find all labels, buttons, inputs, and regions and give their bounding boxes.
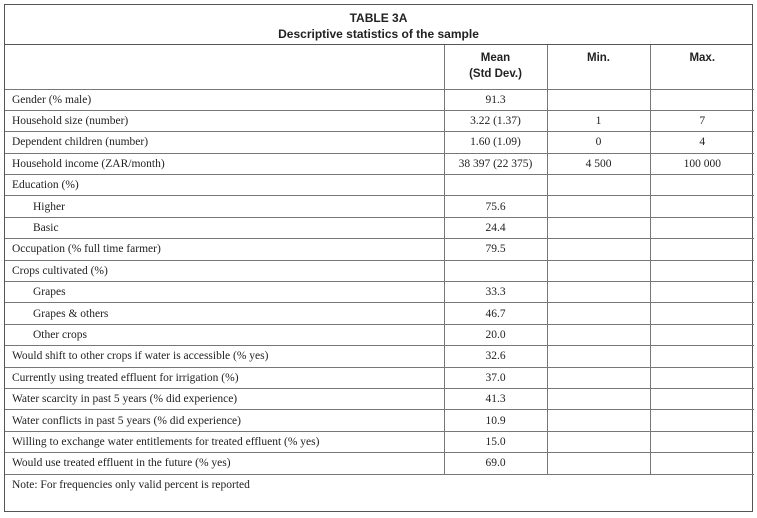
table-title: TABLE 3A bbox=[349, 11, 408, 25]
table-row bbox=[5, 453, 754, 474]
cell-min: 1 bbox=[547, 110, 650, 131]
cell-min bbox=[547, 260, 650, 281]
cell-max: 4 bbox=[650, 132, 754, 153]
cell-min bbox=[547, 239, 650, 260]
row-label: Occupation (% full time farmer) bbox=[5, 239, 444, 260]
cell-mean: 20.0 bbox=[444, 324, 547, 345]
header-row bbox=[5, 45, 754, 89]
cell-mean: 91.3 bbox=[444, 89, 547, 110]
statistics-table bbox=[5, 45, 754, 495]
header-variable bbox=[5, 45, 444, 89]
cell-min bbox=[547, 346, 650, 367]
cell-min bbox=[547, 282, 650, 303]
cell-max bbox=[650, 346, 754, 367]
cell-max bbox=[650, 303, 754, 324]
table-frame bbox=[4, 4, 753, 512]
table-row bbox=[5, 410, 754, 431]
cell-mean: 1.60 (1.09) bbox=[444, 132, 547, 153]
table-row bbox=[5, 175, 754, 196]
table-row bbox=[5, 217, 754, 238]
row-label: Willing to exchange water entitlements for treated effluent (% yes) bbox=[5, 431, 444, 452]
table-row bbox=[5, 239, 754, 260]
row-label: Dependent children (number) bbox=[5, 132, 444, 153]
cell-min bbox=[547, 453, 650, 474]
cell-min bbox=[547, 388, 650, 409]
cell-min: 0 bbox=[547, 132, 650, 153]
table-row bbox=[5, 110, 754, 131]
cell-max bbox=[650, 282, 754, 303]
table-row bbox=[5, 260, 754, 281]
row-label: Household income (ZAR/month) bbox=[5, 153, 444, 174]
cell-max bbox=[650, 367, 754, 388]
cell-min bbox=[547, 431, 650, 452]
cell-min bbox=[547, 175, 650, 196]
cell-max bbox=[650, 388, 754, 409]
cell-mean: 3.22 (1.37) bbox=[444, 110, 547, 131]
cell-mean: 75.6 bbox=[444, 196, 547, 217]
cell-mean: 15.0 bbox=[444, 431, 547, 452]
table-row bbox=[5, 132, 754, 153]
row-label: Would use treated effluent in the future (% yes) bbox=[5, 453, 444, 474]
cell-max bbox=[650, 431, 754, 452]
table-row bbox=[5, 431, 754, 452]
table-row bbox=[5, 89, 754, 110]
cell-max bbox=[650, 260, 754, 281]
cell-min bbox=[547, 324, 650, 345]
table-row bbox=[5, 303, 754, 324]
row-label: Crops cultivated (%) bbox=[5, 260, 444, 281]
table-row bbox=[5, 324, 754, 345]
row-label: Water scarcity in past 5 years (% did experience) bbox=[5, 388, 444, 409]
header-min: Min. bbox=[547, 45, 650, 89]
note-row bbox=[5, 474, 754, 495]
cell-max bbox=[650, 410, 754, 431]
table-row bbox=[5, 153, 754, 174]
row-label: Basic bbox=[5, 217, 444, 238]
table-row bbox=[5, 196, 754, 217]
cell-mean: 41.3 bbox=[444, 388, 547, 409]
table-row bbox=[5, 346, 754, 367]
header-max: Max. bbox=[650, 45, 754, 89]
cell-mean: 69.0 bbox=[444, 453, 547, 474]
cell-mean: 38 397 (22 375) bbox=[444, 153, 547, 174]
row-label: Water conflicts in past 5 years (% did experience) bbox=[5, 410, 444, 431]
table-note: Note: For frequencies only valid percent is reported bbox=[5, 474, 754, 495]
cell-mean: 10.9 bbox=[444, 410, 547, 431]
row-label: Education (%) bbox=[5, 175, 444, 196]
cell-min bbox=[547, 410, 650, 431]
row-label: Grapes & others bbox=[5, 303, 444, 324]
cell-min bbox=[547, 196, 650, 217]
header-mean-line2: (Std Dev.) bbox=[469, 68, 522, 80]
header-mean-line1: Mean bbox=[480, 52, 511, 64]
table-row bbox=[5, 282, 754, 303]
cell-mean: 33.3 bbox=[444, 282, 547, 303]
row-label: Grapes bbox=[5, 282, 444, 303]
cell-min bbox=[547, 367, 650, 388]
cell-min bbox=[547, 303, 650, 324]
row-label: Gender (% male) bbox=[5, 89, 444, 110]
cell-mean bbox=[444, 175, 547, 196]
cell-max bbox=[650, 175, 754, 196]
table-row bbox=[5, 388, 754, 409]
cell-min bbox=[547, 89, 650, 110]
row-label: Other crops bbox=[5, 324, 444, 345]
row-label: Currently using treated effluent for irrigation (%) bbox=[5, 367, 444, 388]
row-label: Higher bbox=[5, 196, 444, 217]
table-subtitle: Descriptive statistics of the sample bbox=[278, 27, 479, 41]
cell-max bbox=[650, 196, 754, 217]
cell-mean: 37.0 bbox=[444, 367, 547, 388]
cell-max bbox=[650, 89, 754, 110]
cell-max bbox=[650, 217, 754, 238]
cell-mean bbox=[444, 260, 547, 281]
cell-max: 100 000 bbox=[650, 153, 754, 174]
cell-max bbox=[650, 239, 754, 260]
cell-max bbox=[650, 324, 754, 345]
cell-min: 4 500 bbox=[547, 153, 650, 174]
cell-max: 7 bbox=[650, 110, 754, 131]
header-mean bbox=[444, 45, 547, 89]
cell-mean: 32.6 bbox=[444, 346, 547, 367]
table-caption bbox=[5, 5, 752, 45]
cell-min bbox=[547, 217, 650, 238]
cell-mean: 79.5 bbox=[444, 239, 547, 260]
table-row bbox=[5, 367, 754, 388]
row-label: Household size (number) bbox=[5, 110, 444, 131]
cell-mean: 46.7 bbox=[444, 303, 547, 324]
cell-mean: 24.4 bbox=[444, 217, 547, 238]
cell-max bbox=[650, 453, 754, 474]
row-label: Would shift to other crops if water is accessible (% yes) bbox=[5, 346, 444, 367]
